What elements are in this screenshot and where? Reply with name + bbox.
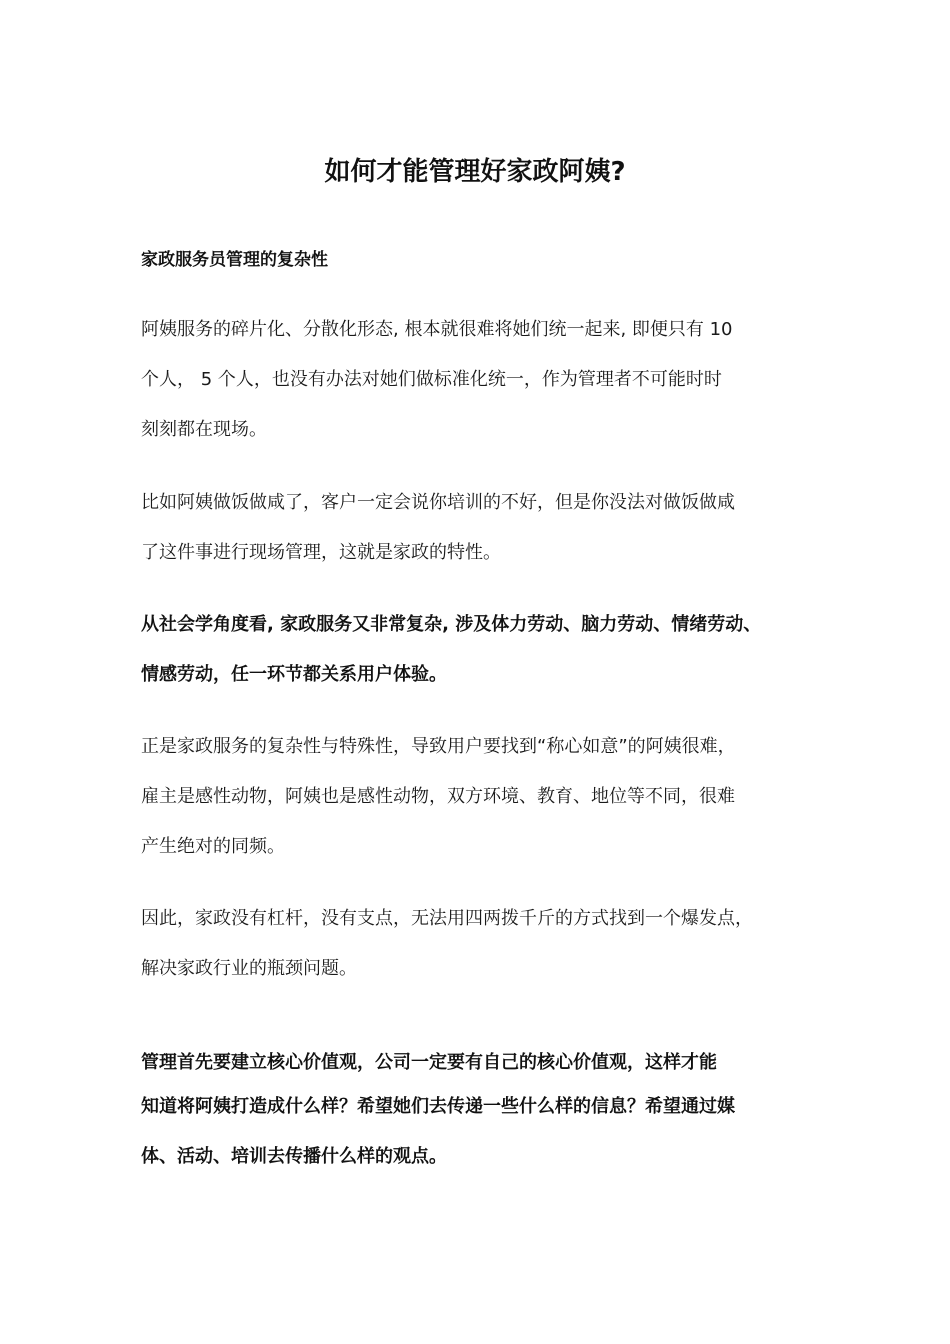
paragraph-line: 个人， 5 个人，也没有办法对她们做标准化统一，作为管理者不可能时时 (141, 369, 722, 390)
paragraph-line: 了这件事进行现场管理，这就是家政的特性。 (141, 542, 501, 563)
paragraph-line: 情感劳动，任一环节都关系用户体验。 (141, 664, 447, 685)
paragraph-line: 比如阿姨做饭做咸了，客户一定会说你培训的不好，但是你没法对做饭做咸 (141, 492, 735, 513)
paragraph-line: 从社会学角度看, 家政服务又非常复杂, 涉及体力劳动、脑力劳动、情绪劳动、 (141, 614, 762, 635)
paragraph-3-emphasis (141, 600, 831, 700)
paragraph-line: 因此，家政没有杠杆，没有支点，无法用四两拨千斤的方式找到一个爆发点， (141, 908, 753, 929)
paragraph-line: 体、活动、培训去传播什么样的观点。 (141, 1146, 447, 1167)
section-heading: 家政服务员管理的复杂性 (141, 250, 328, 270)
paragraph-line: 正是家政服务的复杂性与特殊性，导致用户要找到“称心如意”的阿姨很难， (141, 736, 736, 757)
paragraph-1 (141, 305, 831, 455)
paragraph-line: 刻刻都在现场。 (141, 419, 267, 440)
paragraph-line: 知道将阿姨打造成什么样？希望她们去传递一些什么样的信息？希望通过媒 (141, 1096, 735, 1117)
paragraph-line: 阿姨服务的碎片化、分散化形态, 根本就很难将她们统一起来, 即便只有 10 (141, 319, 733, 340)
paragraph-line: 管理首先要建立核心价值观，公司一定要有自己的核心价值观，这样才能 (141, 1052, 717, 1073)
paragraph-5 (141, 894, 831, 994)
paragraph-line: 雇主是感性动物，阿姨也是感性动物，双方环境、教育、地位等不同，很难 (141, 786, 735, 807)
paragraph-6-emphasis (141, 1038, 831, 1182)
paragraph-2 (141, 478, 831, 578)
paragraph-line: 解决家政行业的瓶颈问题。 (141, 958, 357, 979)
paragraph-line: 产生绝对的同频。 (141, 836, 285, 857)
paragraph-4 (141, 722, 831, 872)
page-title: 如何才能管理好家政阿姨? (324, 157, 626, 187)
